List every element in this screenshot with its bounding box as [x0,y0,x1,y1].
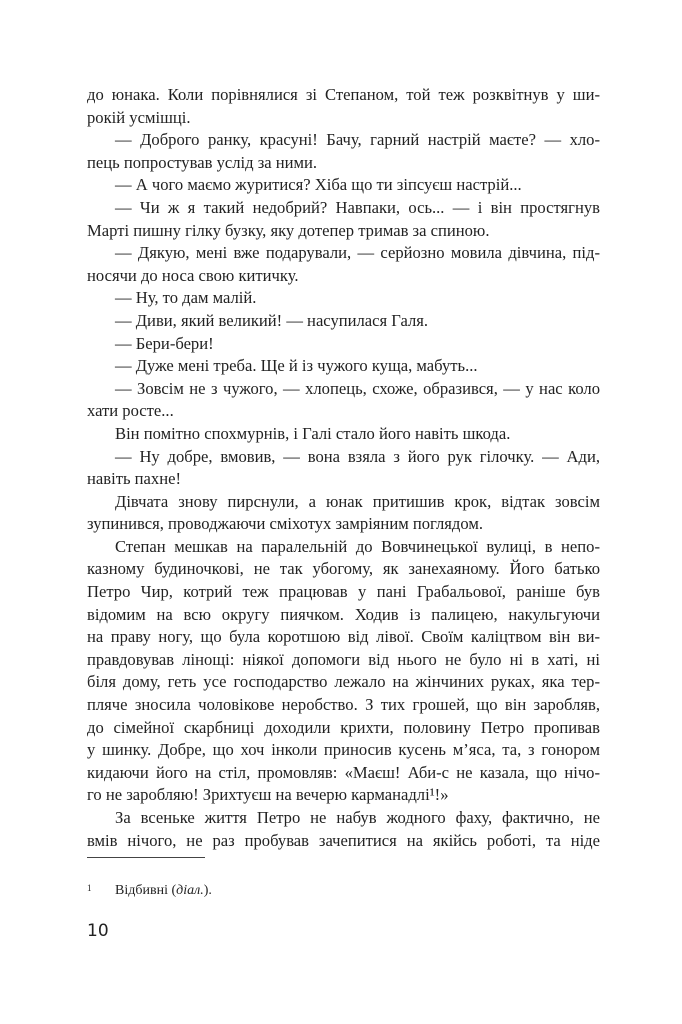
text-line: — Доброго ранку, красуні! Бачу, гарний настрій маєте? — хло- [115,130,600,150]
footnote-text: Відбивні ( [115,883,177,898]
text-line: — Чи ж я такий недобрий? Навпаки, ось... — і він простягнув [115,197,600,217]
text-line: кидаючи його на стіл, промовляв: «Маєш! Аби-с не казала, що нічо- [87,762,600,782]
body-text [87,84,600,852]
text-line: — Зовсім не з чужого, — хлопець, схоже, образився, — у нас коло [115,378,600,398]
text-line: Він помітно спохмурнів, і Галі стало його навіть шкода. [115,423,511,443]
text-line: до сімейної скарбниці доходили крихти, половину Петро пропивав [87,717,600,737]
text-line: зупинився, проводжаючи сміхотух замріяним поглядом. [87,514,483,534]
text-line: — Дуже мені треба. Ще й із чужого куща, мабуть... [115,356,478,376]
footnote-italic: діал. [176,883,204,898]
text-line: Марті пишну гілку бузку, яку дотепер тримав за спиною. [87,220,490,240]
text-line: — Диви, який великий! — насупилася Галя. [115,310,429,330]
text-line: — А чого маємо журитися? Хіба що ти зіпсуєш настрій... [115,175,522,195]
footnote-divider [87,857,205,858]
text-line: — Дякую, мені вже подарували, — серйозно мовила дівчина, під- [115,243,600,263]
text-line: казному будиночкові, не так убогому, як занехаяному. Його батько [87,559,600,579]
text-line: — Ну, то дам малій. [115,288,257,308]
text-line: на праву ногу, що була коротшою від лівої. Своїм каліцтвом він ви- [87,627,600,647]
text-line: відомим на всю округу пиячком. Ходив із палицею, накульгуючи [87,604,600,624]
text-line: правдовував лінощі: ніякої допомоги від нього не було ні в хаті, ні [87,649,600,669]
footnote-number: 1 [87,883,92,893]
page-number: 10 [87,921,109,941]
text-line: Петро Чир, котрий теж працював у пані Грабальової, раніше був [87,582,600,602]
text-line: до юнака. Коли порівнялися зі Степаном, той теж розквітнув у ши- [87,85,600,104]
footnote-text-end: ). [203,883,212,898]
text-line: — Ну добре, вмовив, — вона взяла з його рук гілочку. — Ади, [115,446,600,466]
text-line: вмів нічого, не раз пробував зачепитися на якійсь роботі, та ніде [87,830,600,850]
text-line: хати росте... [87,401,174,421]
text-line: у шинку. Добре, що хоч інколи приносив кусень м’яса, та, з гонором [87,740,600,760]
text-line: Степан мешкав на паралельній до Вовчинецької вулиці, в непо- [115,536,600,556]
text-line: пляче зносила чоловікове неробство. З тих грошей, що він заробляв, [87,695,600,715]
text-line: рокій усмішці. [87,107,191,127]
text-line: носячи до носа свою китичку. [87,265,299,285]
text-line: — Бери-бери! [115,333,214,353]
text-line: го не заробляю! Зрихтуєш на вечерю карманадлі¹!» [87,785,449,805]
text-line: Дівчата знову пирснули, а юнак притишив крок, відтак зовсім [115,491,600,511]
text-line: За всеньке життя Петро не набув жодного фаху, фактично, не [115,808,600,827]
text-line: пець попростував услід за ними. [87,152,318,172]
footnote [87,883,212,899]
text-line: біля дому, геть усе господарство лежало на жінчиних руках, яка тер- [87,672,600,692]
text-line: навіть пахне! [87,469,181,489]
